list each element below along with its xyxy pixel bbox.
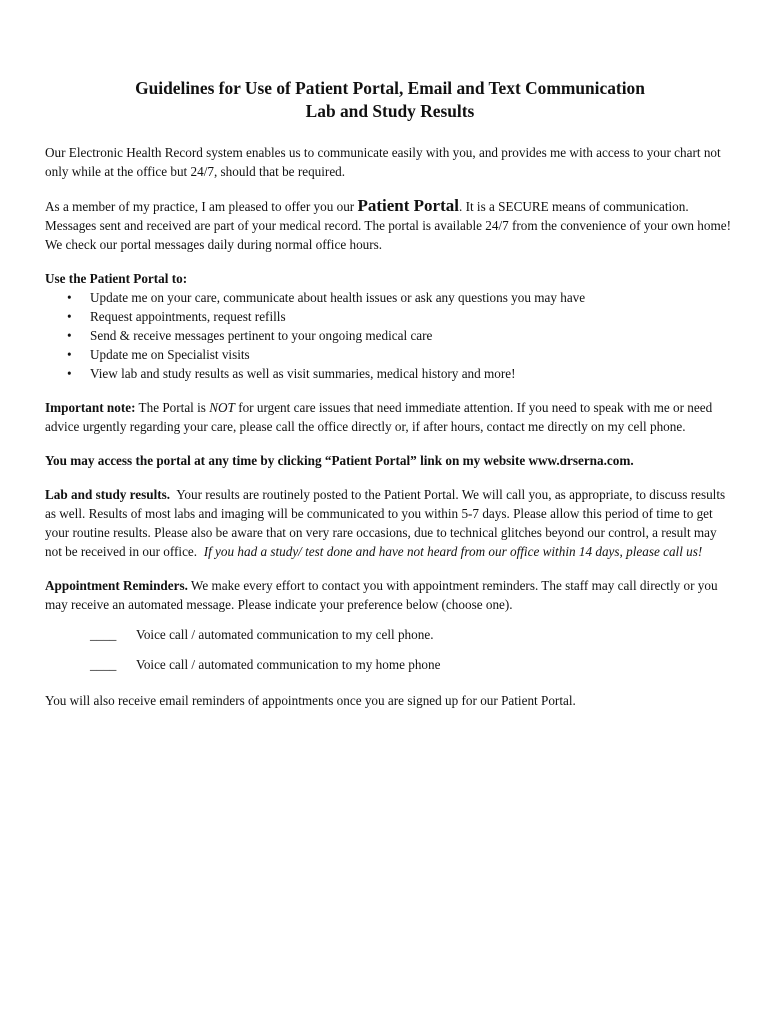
reminder-option-home <box>45 655 735 674</box>
list-item <box>45 307 735 326</box>
lab-results-italic-note: If you had a study/ test done and have not heard from our office within 14 days, please call us! <box>203 544 703 559</box>
reminders-label: Appointment Reminders. <box>45 578 188 593</box>
lab-results-paragraph <box>45 485 735 561</box>
bullet-icon: • <box>67 347 72 362</box>
document-page <box>45 77 735 725</box>
important-text-after: for urgent care issues that need immediate attention. If you need to speak with me or need advice urgently regarding your care, please call the office directly or, if after hours, contact me directly on my cell phone. <box>45 400 713 434</box>
member-paragraph <box>45 196 735 254</box>
reminder-option-blank[interactable]: ____ <box>90 657 117 672</box>
reminder-option-blank[interactable]: ____ <box>90 627 117 642</box>
closing-paragraph: You will also receive email reminders of appointments once you are signed up for our Patient Portal. <box>45 693 576 708</box>
list-item <box>45 364 735 383</box>
bullet-icon: • <box>67 366 72 381</box>
portal-access-line: You may access the portal at any time by clicking “Patient Portal” link on my website www.drserna.com. <box>45 453 634 468</box>
reminder-option-text: Voice call / automated communication to my home phone <box>136 657 441 672</box>
important-text-before: The Portal is <box>135 400 210 415</box>
important-note-label: Important note: <box>45 400 136 415</box>
patient-portal-emphasis: Patient Portal <box>357 196 459 215</box>
list-item-text: Update me on your care, communicate about health issues or ask any questions you may have <box>90 290 586 305</box>
document-title <box>45 77 735 123</box>
bullet-icon: • <box>67 309 72 324</box>
list-item-text: Send & receive messages pertinent to your ongoing medical care <box>90 328 433 343</box>
intro-paragraph: Our Electronic Health Record system enables us to communicate easily with you, and provides me with access to your chart not only while at the office but 24/7, should that be required. <box>45 145 721 179</box>
member-text-before: As a member of my practice, I am pleased to offer you our <box>45 199 358 214</box>
reminders-body: We make every effort to contact you with appointment reminders. The staff may call directly or you may receive an automated message. Please indicate your preference below (choose one). <box>45 578 718 612</box>
important-note-paragraph <box>45 398 735 436</box>
title-line-1: Guidelines for Use of Patient Portal, Email and Text Communication <box>135 78 645 98</box>
list-item <box>45 288 735 307</box>
list-item <box>45 345 735 364</box>
lab-results-body: Your results are routinely posted to the Patient Portal. We will call you, as appropriate, to discuss results as well. Results of most labs and imaging will be communicated to you within 5-7 days. Please allow this period of time to get your routine results. Please also be aware that on very rare occasions, due to technical glitches beyond our control, a result may not be received in our office. <box>45 487 729 559</box>
lab-results-label: Lab and study results. <box>45 487 171 502</box>
list-item-text: Request appointments, request refills <box>90 309 286 324</box>
bullet-icon: • <box>67 290 72 305</box>
use-portal-heading: Use the Patient Portal to: <box>45 271 188 286</box>
list-item <box>45 326 735 345</box>
list-item-text: View lab and study results as well as visit summaries, medical history and more! <box>90 366 516 381</box>
bullet-icon: • <box>67 328 72 343</box>
reminders-paragraph <box>45 576 735 614</box>
list-item-text: Update me on Specialist visits <box>90 347 250 362</box>
reminder-option-text: Voice call / automated communication to my cell phone. <box>136 627 434 642</box>
reminder-option-cell <box>45 625 735 644</box>
member-text-after: . It is a SECURE means of communication. Messages sent and received are part of your medical record. The portal is available 24/7 from the convenience of your own home! We check our portal messages daily during normal office hours. <box>45 199 731 252</box>
title-line-2: Lab and Study Results <box>305 101 475 121</box>
use-portal-list <box>45 288 735 383</box>
important-not-emphasis: NOT <box>209 400 235 415</box>
